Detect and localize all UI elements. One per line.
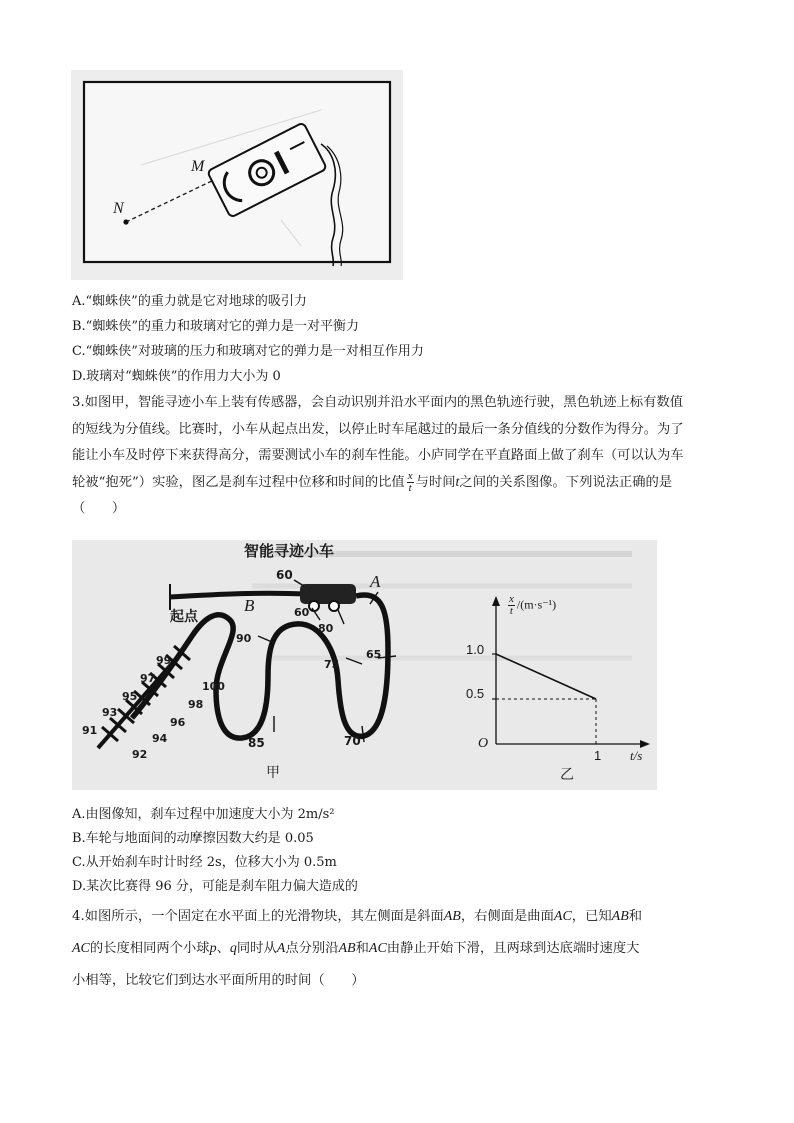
q4-line-1: 4.如图所示，一个固定在水平面上的光滑物块，其左侧面是斜面AB，右侧面是曲面AC，已知AB和 [72, 909, 643, 924]
q3-option-a-text: A.由图像知，刹车过程中加速度大小为 2m/s² [72, 807, 335, 822]
point-a-label: A [370, 572, 381, 591]
track-and-graph-figure [72, 540, 657, 790]
score-65: 65 [366, 648, 382, 661]
start-label: 起点 [170, 609, 198, 625]
point-b-label: B [244, 596, 255, 615]
yi-caption: 乙 [560, 767, 574, 783]
score-93: 93 [102, 706, 118, 719]
score-90: 90 [236, 632, 252, 645]
spiderman-figure [71, 70, 403, 280]
label-m: M [191, 158, 205, 175]
yi-tick-1-0: 1.0 [466, 642, 485, 657]
q3-option-a [72, 805, 335, 825]
q3-line-5: （ ） [72, 501, 126, 516]
score-80: 80 [318, 622, 334, 635]
score-60-car: 60 [294, 606, 310, 619]
yi-tick-1: 1 [594, 748, 602, 763]
q2-option-b: B.“蜘蛛侠”的重力和玻璃对它的弹力是一对平衡力 [72, 319, 359, 334]
score-70: 70 [344, 734, 361, 748]
score-95: 95 [122, 690, 138, 703]
q4-line-2: AC的长度相同两个小球p、q同时从A点分别沿AB和AC由静止开始下滑，且两球到达底端时速度大 [72, 941, 640, 956]
x-over-t-fraction: $\frac{x}{t}$ [407, 469, 413, 494]
track-caption: 甲 [266, 765, 280, 781]
score-96: 96 [170, 716, 186, 729]
label-n: N [113, 200, 124, 217]
q3-line-4: 轮被“抱死”）实验，图乙是刹车过程中位移和时间的比值 $\frac{x}{t}$ 与时间t之间的关系图像。下列说法正确的是 [72, 469, 673, 494]
q3-option-c: C.从开始刹车时计时经 2s，位移大小为 0.5m [72, 855, 337, 870]
point-n [123, 219, 128, 224]
yi-tick-0-5: 0.5 [466, 686, 485, 701]
q3-option-b: B.车轮与地面间的动摩擦因数大约是 0.05 [72, 831, 314, 846]
yi-x-label: t/s [630, 748, 643, 763]
q4-stem [72, 901, 732, 997]
q2-option-d: D.玻璃对“蜘蛛侠”的作用力大小为 0 [72, 369, 281, 384]
q3-stem [72, 390, 724, 523]
score-75: 75 [324, 658, 340, 671]
q3-option-d: D.某次比赛得 96 分，可能是刹车阻力偏大造成的 [72, 879, 358, 894]
score-85: 85 [248, 736, 265, 750]
q2-option-c: C.“蜘蛛侠”对玻璃的压力和玻璃对它的弹力是一对相互作用力 [72, 344, 424, 359]
yi-y-label: $\frac{x}{t}$ /(m·s⁻¹) [509, 593, 557, 617]
score-98: 98 [188, 698, 204, 711]
score-91: 91 [82, 724, 98, 737]
q3-line-3: 能让小车及时停下来获得高分，需要测试小车的刹车性能。小庐同学在平直路面上做了刹车（可以认为车 [72, 448, 684, 463]
q3-line-2: 的短线为分值线。比赛时，小车从起点出发，以停止时车尾越过的最后一条分值线的分数作为得分。为了 [72, 421, 684, 437]
score-94: 94 [152, 732, 168, 745]
q2-option-a: A.“蜘蛛侠”的重力就是它对地球的吸引力 [72, 294, 307, 309]
yi-origin: O [478, 736, 489, 751]
score-99: 99 [156, 654, 172, 667]
score-92: 92 [132, 748, 148, 761]
track-title: 智能寻迹小车 [244, 542, 335, 560]
q4-line-3: 小相等，比较它们到达水平面所用的时间（ ） [72, 973, 365, 988]
score-97: 97 [140, 672, 156, 685]
score-60-top: 60 [276, 568, 293, 582]
score-100: 100 [202, 680, 225, 693]
q3-line-1: 3.如图甲，智能寻迹小车上装有传感器，会自动识别并沿水平面内的黑色轨迹行驶，黑色轨迹上标有数值 [72, 395, 684, 410]
